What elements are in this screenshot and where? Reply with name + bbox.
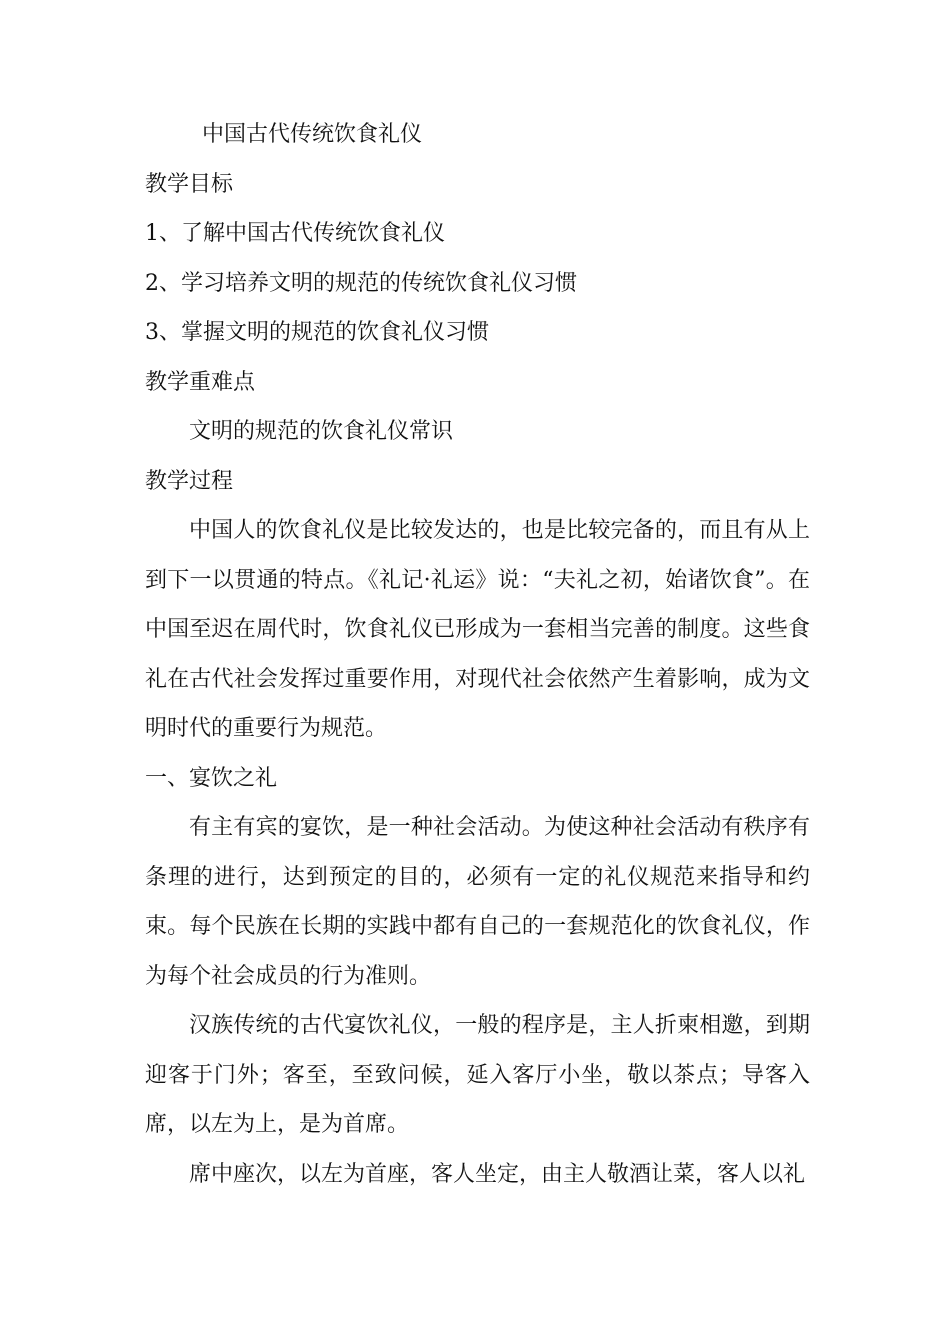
section-one-heading: 一、宴饮之礼 xyxy=(145,765,278,791)
section-one-paragraph-2: 汉族传统的古代宴饮礼仪，一般的程序是，主人折柬相邀，到期迎客于门外；客至，至致问候，延入客厅小坐，敬以茶点；导客入席，以左为上，是为首席。 xyxy=(145,1013,810,1137)
heading-teaching-process: 教学过程 xyxy=(145,468,234,494)
document-page xyxy=(145,110,810,1199)
heading-teaching-goals: 教学目标 xyxy=(145,171,234,197)
heading-key-points: 教学重难点 xyxy=(145,369,256,395)
intro-paragraph: 中国人的饮食礼仪是比较发达的，也是比较完备的，而且有从上到下一以贯通的特点。《礼记·礼运》说：“夫礼之初，始诸饮食”。在中国至迟在周代时，饮食礼仪已形成为一套相当完善的制度。这些食礼在古代社会发挥过重要作用，对现代社会依然产生着影响，成为文明时代的重要行为规范。 xyxy=(145,518,810,741)
document-title: 中国古代传统饮食礼仪 xyxy=(202,122,423,147)
goal-item-3: 3、掌握文明的规范的饮食礼仪习惯 xyxy=(145,320,489,345)
goal-item-1: 1、了解中国古代传统饮食礼仪 xyxy=(145,221,445,246)
goal-item-2: 2、学习培养文明的规范的传统饮食礼仪习惯 xyxy=(145,270,577,296)
section-one-paragraph-3: 席中座次，以左为首座，客人坐定，由主人敬酒让菜，客人以礼 xyxy=(189,1161,806,1187)
section-one-paragraph-1: 有主有宾的宴饮，是一种社会活动。为使这种社会活动有秩序有条理的进行，达到预定的目的，必须有一定的礼仪规范来指导和约束。每个民族在长期的实践中都有自己的一套规范化的饮食礼仪，作为每个社会成员的行为准则。 xyxy=(145,815,810,989)
key-points-text: 文明的规范的饮食礼仪常识 xyxy=(189,419,454,444)
